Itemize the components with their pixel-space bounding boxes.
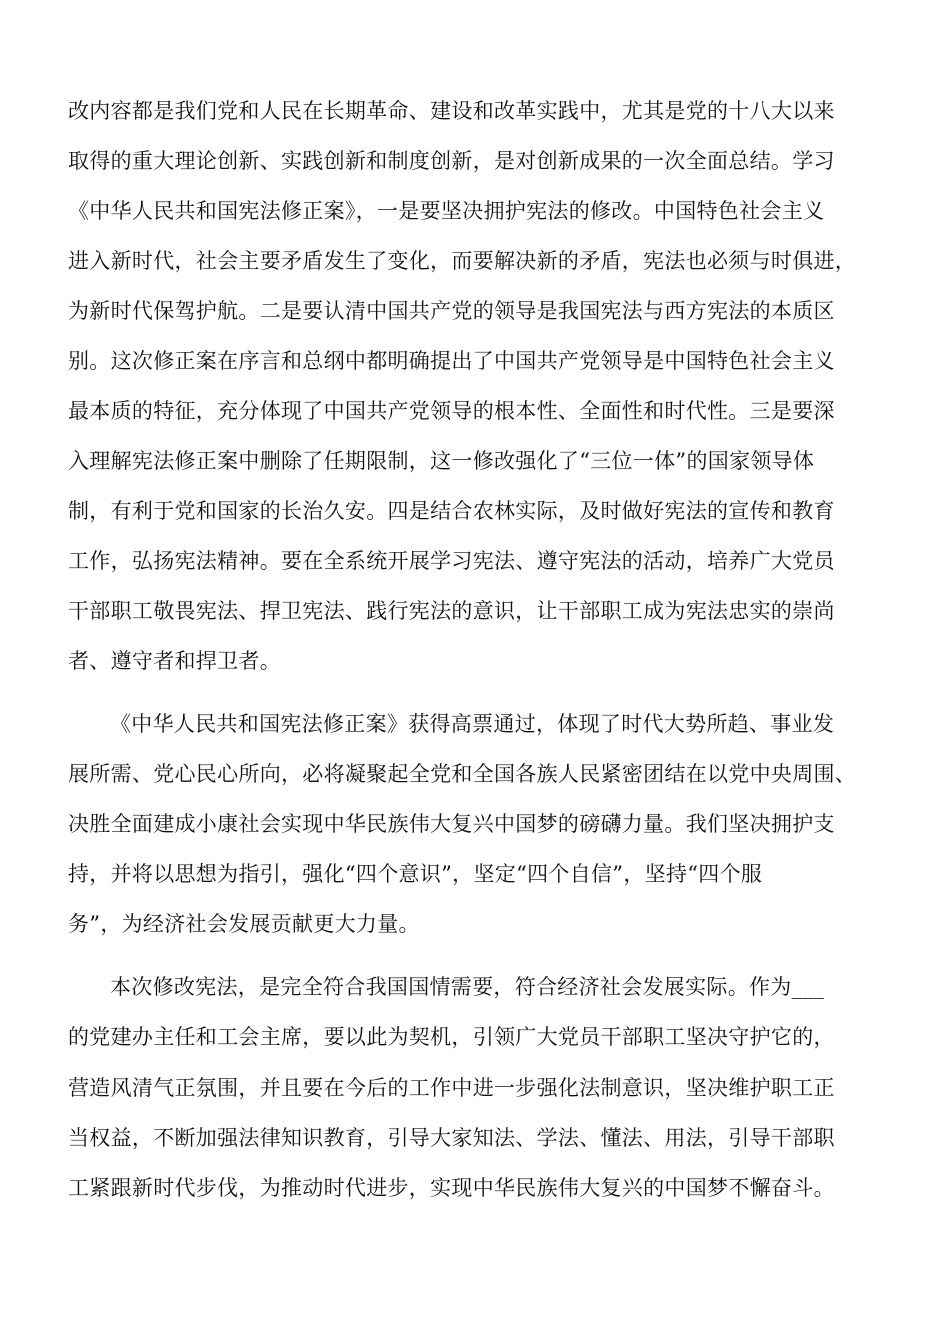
paragraph-line: 持，并将以思想为指引，强化“四个意识”，坚定“四个自信”，坚持“四个服 [68, 862, 763, 886]
paragraph-line: 当权益，不断加强法律知识教育，引导大家知法、学法、懂法、用法，引导干部职 [68, 1126, 835, 1150]
paragraph-line: 工作，弘扬宪法精神。要在全系统开展学习宪法、遵守宪法的活动，培养广大党员 [68, 549, 835, 573]
paragraph-line: 决胜全面建成小康社会实现中华民族伟大复兴中国梦的磅礴力量。我们坚决拥护支 [68, 812, 835, 836]
paragraph-line: 最本质的特征，充分体现了中国共产党领导的根本性、全面性和时代性。三是要深 [68, 399, 835, 423]
paragraph-line: 进入新时代，社会主要矛盾发生了变化，而要解决新的矛盾，宪法也必须与时俱进， [68, 249, 857, 273]
paragraph-line: 《中华人民共和国宪法修正案》获得高票通过，体现了时代大势所趋、事业发 [110, 712, 835, 736]
paragraph-line: 制，有利于党和国家的长治久安。四是结合农林实际，及时做好宪法的宣传和教育 [68, 499, 835, 523]
paragraph-line: 工紧跟新时代步伐，为推动时代进步，实现中华民族伟大复兴的中国梦不懈奋斗。 [68, 1176, 835, 1200]
paragraph-line: 务”，为经济社会发展贡献更大力量。 [68, 912, 420, 936]
paragraph-line: 干部职工敬畏宪法、捍卫宪法、践行宪法的意识，让干部职工成为宪法忠实的崇尚 [68, 599, 835, 623]
paragraph-line: 入理解宪法修正案中删除了任期限制，这一修改强化了“三位一体”的国家领导体 [68, 449, 815, 473]
paragraph-line: 改内容都是我们党和人民在长期革命、建设和改革实践中，尤其是党的十八大以来 [68, 99, 835, 123]
paragraph-line: 本次修改宪法，是完全符合我国国情需要，符合经济社会发展实际。作为___ [110, 975, 824, 999]
paragraph-line: 别。这次修正案在序言和总纲中都明确提出了中国共产党领导是中国特色社会主义 [68, 349, 835, 373]
paragraph-line: 的党建办主任和工会主席，要以此为契机，引领广大党员干部职工坚决守护它的， [68, 1025, 835, 1049]
paragraph-line: 取得的重大理论创新、实践创新和制度创新，是对创新成果的一次全面总结。学习 [68, 149, 835, 173]
paragraph-line: 展所需、党心民心所向，必将凝聚起全党和全国各族人民紧密团结在以党中央周围、 [68, 762, 857, 786]
paragraph-line: 营造风清气正氛围，并且要在今后的工作中进一步强化法制意识，坚决维护职工正 [68, 1076, 835, 1100]
paragraph-line: 者、遵守者和捍卫者。 [68, 649, 281, 673]
paragraph-line: 《中华人民共和国宪法修正案》，一是要坚决拥护宪法的修改。中国特色社会主义 [68, 199, 825, 223]
paragraph-line: 为新时代保驾护航。二是要认清中国共产党的领导是我国宪法与西方宪法的本质区 [68, 299, 835, 323]
